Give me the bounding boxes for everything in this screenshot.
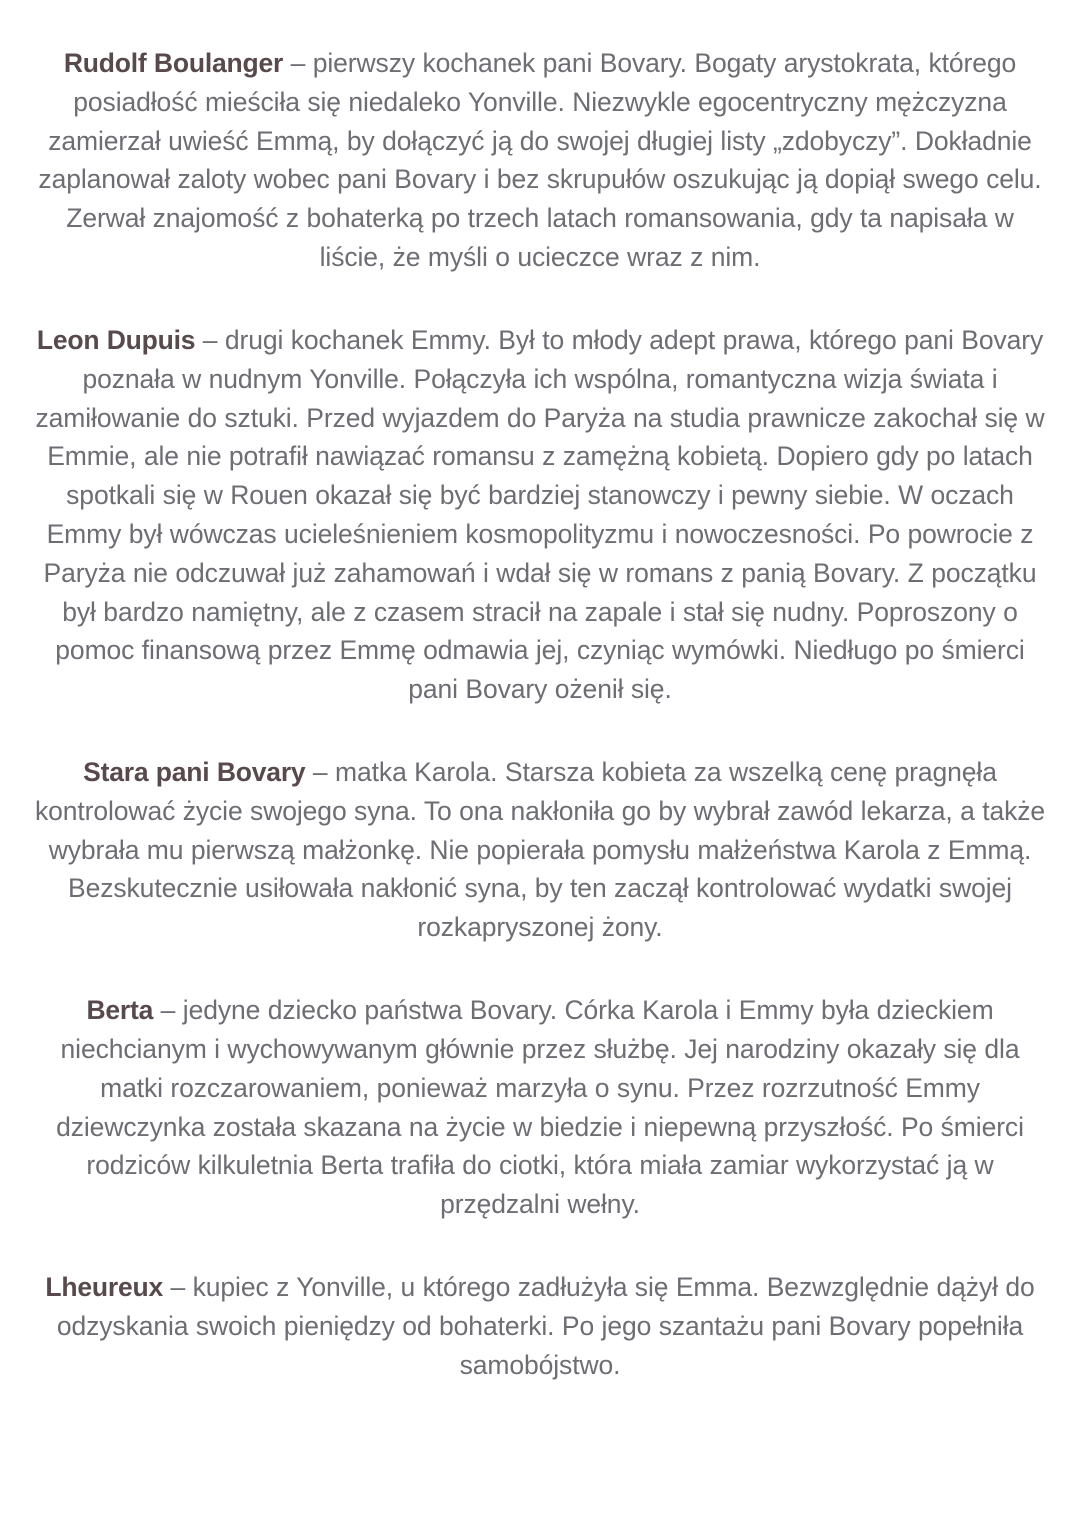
character-description-text: jedyne dziecko państwa Bovary. Córka Karola i Emmy była dzieckiem niechcianym i wychowywanym głównie przez służbę. Jej narodziny okazały się dla matki rozczarowaniem, ponieważ marzyła o synu. Przez rozrzutność Emmy dziewczynka została skazana na życie w biedzie i niepewną przyszłość. Po śmierci rodziców kilkuletnia Berta trafiła do ciotki, która miała zamiar wykorzystać ją w przędzalni wełny. (56, 995, 1024, 1220)
name-separator-dash: – (195, 324, 225, 355)
character-name-lheureux: Lheureux (45, 1271, 164, 1302)
character-paragraph-rudolf-boulanger (30, 44, 1050, 277)
name-separator-dash: – (283, 48, 313, 78)
name-separator-dash: – (153, 995, 183, 1026)
character-name-berta: Berta (86, 995, 154, 1026)
name-separator-dash: – (305, 757, 336, 787)
character-name-rudolf-boulanger: Rudolf Boulanger (63, 48, 284, 78)
character-paragraph-leon-dupuis (30, 321, 1050, 709)
character-descriptions-article (30, 44, 1050, 1384)
character-description-text: drugi kochanek Emmy. Był to młody adept prawa, którego pani Bovary poznała w nudnym Yonville. Połączyła ich wspólna, romantyczna wizja świata i zamiłowanie do sztuki. Przed wyjazdem do Paryża na studia prawnicze zakochał się w Emmie, ale nie potrafił nawiązać romansu z zamężną kobietą. Dopiero gdy po latach spotkali się w Rouen okazał się być bardziej stanowczy i pewny siebie. W oczach Emmy był wówczas ucieleśnieniem kosmopolityzmu i nowoczesności. Po powrocie z Paryża nie odczuwał już zahamowań i wdał się w romans z panią Bovary. Z początku był bardzo namiętny, ale z czasem stracił na zapale i stał się nudny. Poproszony o pomoc finansową przez Emmę odmawia jej, czyniąc wymówki. Niedługo po śmierci pani Bovary ożenił się. (35, 324, 1045, 705)
character-description-text: pierwszy kochanek pani Bovary. Bogaty arystokrata, którego posiadłość mieściła się niedaleko Yonville. Niezwykle egocentryczny mężczyzna zamierzał uwieść Emmą, by dołączyć ją do swojej długiej listy „zdobyczy”. Dokładnie zaplanował zaloty wobec pani Bovary i bez skrupułów oszukując ją dopiął swego celu. Zerwał znajomość z bohaterką po trzech latach romansowania, gdy ta napisała w liście, że myśli o ucieczce wraz z nim. (38, 48, 1042, 273)
character-description-text: kupiec z Yonville, u którego zadłużyła się Emma. Bezwzględnie dążył do odzyskania swoich pieniędzy od bohaterki. Po jego szantażu pani Bovary popełniła samobójstwo. (56, 1271, 1035, 1380)
character-description-text: matka Karola. Starsza kobieta za wszelką cenę pragnęła kontrolować życie swojego syna. To ona nakłoniła go by wybrał zawód lekarza, a także wybrała mu pierwszą małżonkę. Nie popierała pomysłu małżeństwa Karola z Emmą. Bezskutecznie usiłowała nakłonić syna, by ten zaczął kontrolować wydatki swojej rozkapryszonej żony. (34, 757, 1046, 943)
character-paragraph-stara-pani-bovary (30, 753, 1050, 947)
character-paragraph-berta (30, 991, 1050, 1224)
name-separator-dash: – (163, 1271, 193, 1302)
character-name-stara-pani-bovary: Stara pani Bovary (83, 757, 306, 787)
character-paragraph-lheureux (30, 1268, 1050, 1384)
character-name-leon-dupuis: Leon Dupuis (36, 324, 196, 355)
